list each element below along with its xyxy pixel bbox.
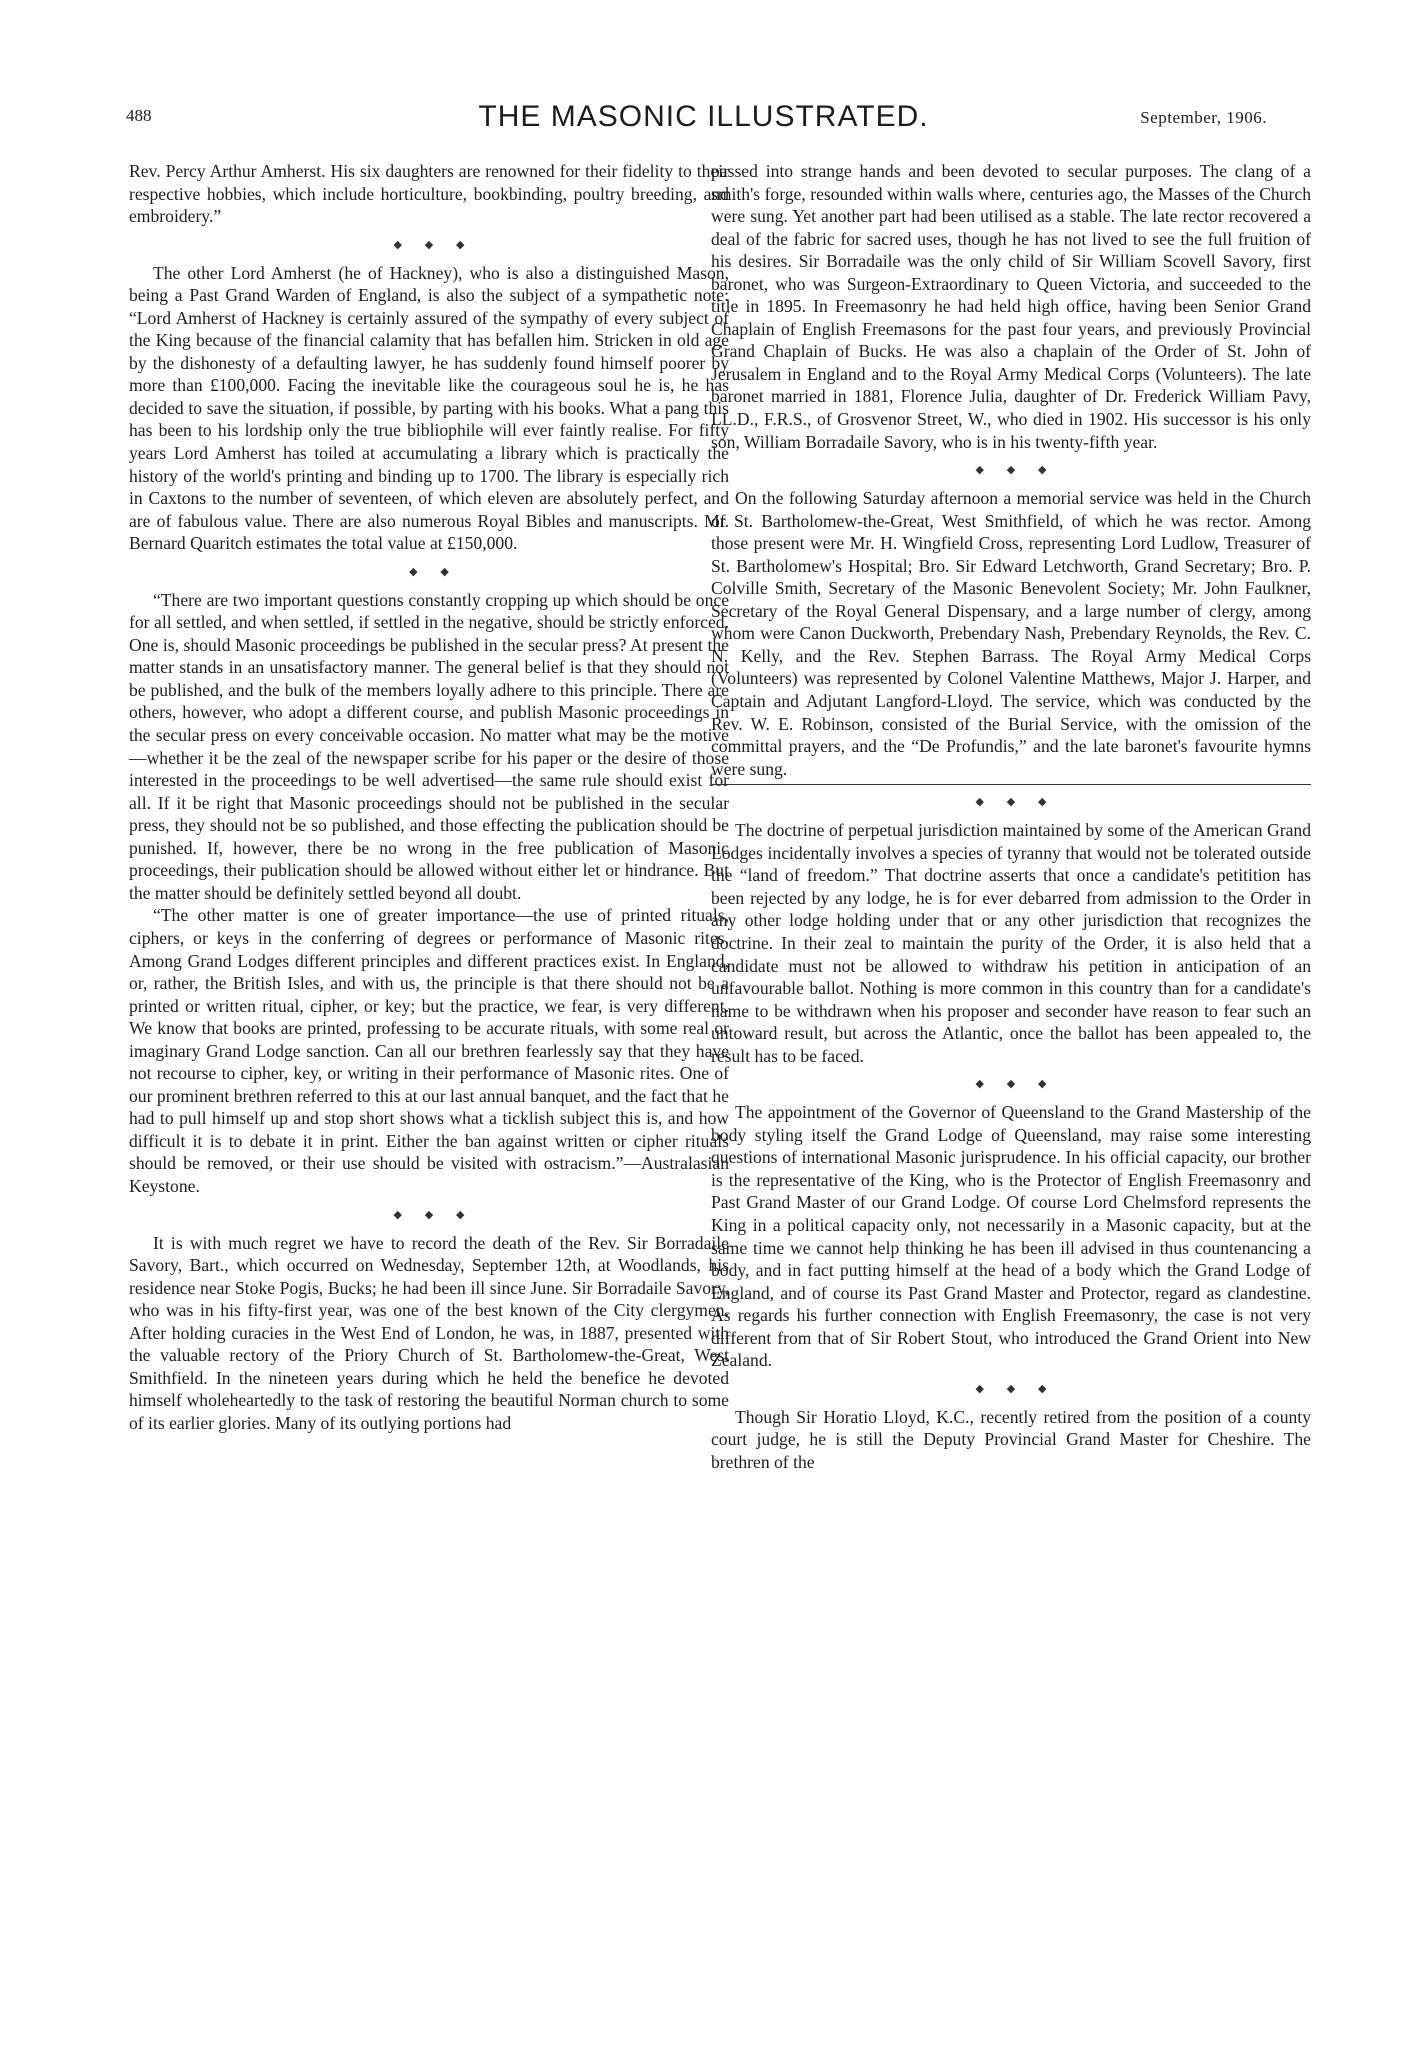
- section-separator: [711, 797, 1311, 808]
- separator-ornament-icon: ◆: [975, 1382, 985, 1395]
- separator-ornament-icon: ◆: [1037, 1382, 1047, 1395]
- page-header: [0, 100, 1407, 140]
- article-paragraph: “There are two important questions constantly cropping up which should be once for all settled, and when settled, if settled in the negative, should be strictly enforced. One is, should Masonic proceedings be published in the secular press? At present the matter stands in an unsatisfactory manner. The general belief is that they should not be published, and the bulk of the members loyally adhere to this principle. There are others, however, who adopt a different course, and publish Masonic proceedings in the secular press on every conceivable occasion. No matter what may be the motive—whether it be the zeal of the newspaper scribe for his paper or the desire of those interested in the proceedings to be well advertised—the same rule should exist for all. If it be right that Masonic proceedings should not be published in the secular press, they should not be so published, and those effecting the publication should be punished. If, however, there be no wrong in the free publication of Masonic proceedings, their publication should be allowed without either let or hindrance. But the matter should be definitely settled beyond all doubt.: [129, 589, 729, 903]
- separator-ornament-icon: ◆: [1006, 796, 1016, 809]
- left-column: [129, 160, 729, 1434]
- separator-ornament-icon: ◆: [424, 1208, 434, 1221]
- section-separator: [711, 465, 1311, 476]
- article-paragraph: On the following Saturday afternoon a memorial service was held in the Church of St. Bartholomew-the-Great, West Smithfield, of which he was rector. Among those present were Mr. H. Wingfield Cross, representing Lord Ludlow, Treasurer of St. Bartholomew's Hospital; Bro. Sir Edward Letchworth, Grand Secretary; Bro. P. Colville Smith, Secretary of the Masonic Benevolent Society; Mr. John Faulkner, Secretary of the Royal General Dispensary, and a large number of clergy, among whom were Canon Duckworth, Prebendary Nash, Prebendary Reynolds, the Rev. C. N. Kelly, and the Rev. Stephen Barrass. The Royal Army Medical Corps (Volunteers) was represented by Colonel Valentine Matthews, Major J. Harper, and Captain and Adjutant Langford-Lloyd. The service, which was conducted by the Rev. W. E. Robinson, consisted of the Burial Service, with the omission of the committal prayers, and the “De Profundis,” and the late baronet's favourite hymns were sung.: [711, 488, 1311, 779]
- separator-ornament-icon: ◆: [440, 565, 449, 578]
- page-number: 488: [126, 106, 152, 125]
- section-separator: [129, 1210, 729, 1221]
- section-separator: [711, 1384, 1311, 1395]
- section-separator: [711, 1079, 1311, 1090]
- article-paragraph: Rev. Percy Arthur Amherst. His six daughters are renowned for their fidelity to their respective hobbies, which include horticulture, bookbinding, poultry breeding, and embroidery.”: [129, 161, 729, 227]
- magazine-title: THE MASONIC ILLUSTRATED.: [478, 100, 929, 133]
- article-paragraph: It is with much regret we have to record the death of the Rev. Sir Borradaile Savory, Bart., which occurred on Wednesday, September 12th, at Woodlands, his residence near Stoke Pogis, Bucks; he had been ill since June. Sir Borradaile Savory, who was in his fifty-first year, was one of the best known of the City clergymen. After holding curacies in the West End of London, he was, in 1887, presented with the valuable rectory of the Priory Church of St. Bartholomew-the-Great, West Smithfield. In the nineteen years during which he held the benefice he devoted himself wholeheartedly to the task of restoring the beautiful Norman church to some of its earlier glories. Many of its outlying portions had: [129, 1232, 729, 1433]
- separator-ornament-icon: ◆: [1037, 1078, 1047, 1091]
- article-paragraph: passed into strange hands and been devoted to secular purposes. The clang of a smith's forge, resounded within walls where, centuries ago, the Masses of the Church were sung. Yet another part had been utilised as a stable. The late rector recovered a deal of the fabric for sacred uses, though he has not lived to see the full fruition of his desires. Sir Borradaile was the only child of Sir William Scovell Savory, first baronet, who was Surgeon-Extraordinary to Queen Victoria, and succeeded to the title in 1895. In Freemasonry he had held high office, having been Senior Grand Chaplain of English Freemasons for the past four years, and previously Provincial Grand Chaplain of Bucks. He was also a chaplain of the Order of St. John of Jerusalem in England and to the Royal Army Medical Corps (Volunteers). The late baronet married in 1881, Florence Julia, daughter of Dr. Frederick William Pavy, LL.D., F.R.S., of Grosvenor Street, W., who died in 1902. His successor is his only son, William Borradaile Savory, who is in his twenty-fifth year.: [711, 161, 1311, 452]
- separator-ornament-icon: ◆: [393, 238, 403, 251]
- separator-ornament-icon: ◆: [975, 1078, 985, 1091]
- section-separator: [129, 240, 729, 251]
- separator-ornament-icon: ◆: [393, 1208, 403, 1221]
- separator-ornament-icon: ◆: [1006, 1382, 1016, 1395]
- separator-ornament-icon: ◆: [409, 565, 418, 578]
- separator-ornament-icon: ◆: [1006, 464, 1016, 477]
- right-column: [711, 160, 1311, 1473]
- article-paragraph: The doctrine of perpetual jurisdiction maintained by some of the American Grand Lodges incidentally involves a species of tyranny that would not be tolerated outside the “land of freedom.” That doctrine asserts that once a candidate's petitition has been rejected by any lodge, he is for ever debarred from admission to the Order in any other lodge holding under that or any other jurisdiction that recognizes the doctrine. In their zeal to maintain the purity of the Order, it is also held that a candidate must not be allowed to withdraw his petition in anticipation of an unfavourable ballot. Nothing is more common in this country than for a candidate's name to be withdrawn when his proposer and seconder have reason to fear such an untoward result, but across the Atlantic, once the ballot has been appealed to, the result has to be faced.: [711, 820, 1311, 1066]
- section-separator: [129, 567, 729, 578]
- separator-ornament-icon: ◆: [455, 1208, 465, 1221]
- issue-date: September, 1906.: [1140, 108, 1267, 127]
- article-paragraph: The appointment of the Governor of Queensland to the Grand Mastership of the body styling itself the Grand Lodge of Queensland, may raise some interesting questions of international Masonic jurisprudence. In his official capacity, our brother is the representative of the King, who is the Protector of English Freemasonry and Past Grand Master of our Grand Lodge. Of course Lord Chelmsford represents the King in a political capacity only, not necessarily in a Masonic capacity, but at the same time we cannot help thinking he has been ill advised in thus countenancing a body, and in fact putting himself at the head of a body which the Grand Lodge of England, and of course its Past Grand Master and Protector, regard as clandestine. As regards his further connection with English Freemasonry, the case is not very different from that of Sir Robert Stout, who introduced the Grand Orient into New Zealand.: [711, 1102, 1311, 1371]
- article-paragraph: The other Lord Amherst (he of Hackney), who is also a distinguished Mason, being a Past Grand Warden of England, is also the subject of a sympathetic note: “Lord Amherst of Hackney is certainly assured of the sympathy of every subject of the King because of the financial calamity that has befallen him. Stricken in old age by the dishonesty of a defaulting lawyer, he has suddenly found himself poorer by more than £100,000. Facing the inevitable like the courageous soul he is, he has decided to save the situation, if possible, by parting with his books. What a pang this has been to his lordship only the true bibliophile will ever faintly realise. For fifty years Lord Amherst has toiled at accumulating a library which is practically the history of the world's printing and binding up to 1700. The library is especially rich in Caxtons to the number of seventeen, of which eleven are absolutely perfect, and are of fabulous value. There are also numerous Royal Bibles and manuscripts. Mr. Bernard Quaritch estimates the total value at £150,000.: [129, 262, 729, 554]
- separator-ornament-icon: ◆: [975, 464, 985, 477]
- article-paragraph: “The other matter is one of greater importance—the use of printed rituals, ciphers, or keys in the conferring of degrees or performance of Masonic rites. Among Grand Lodges different principles and different practices exist. In England, or, rather, the British Isles, and with us, the principle is that there should not be a printed or written ritual, cipher, or key; but the practice, we fear, is very different. We know that books are printed, professing to be accurate rituals, with some real or imaginary Grand Lodge sanction. Can all our brethren fearlessly say that they have not recourse to cipher, key, or writing in their performance of Masonic rites. One of our prominent brethren referred to this at our last annual banquet, and the fact that he had to pull himself up and stop short shows what a ticklish subject this is, and how difficult it is to debate it in print. Either the ban against written or cipher rituals should be removed, or their use should be visited with ostracism.”—Australasian Keystone.: [129, 905, 729, 1196]
- article-paragraph: Though Sir Horatio Lloyd, K.C., recently retired from the position of a county court judge, he is still the Deputy Provincial Grand Master for Cheshire. The brethren of the: [711, 1406, 1311, 1472]
- separator-ornament-icon: ◆: [975, 796, 985, 809]
- separator-ornament-icon: ◆: [455, 238, 465, 251]
- separator-ornament-icon: ◆: [1037, 796, 1047, 809]
- separator-ornament-icon: ◆: [1037, 464, 1047, 477]
- column-rule: [711, 784, 1311, 785]
- separator-ornament-icon: ◆: [1006, 1078, 1016, 1091]
- separator-ornament-icon: ◆: [424, 238, 434, 251]
